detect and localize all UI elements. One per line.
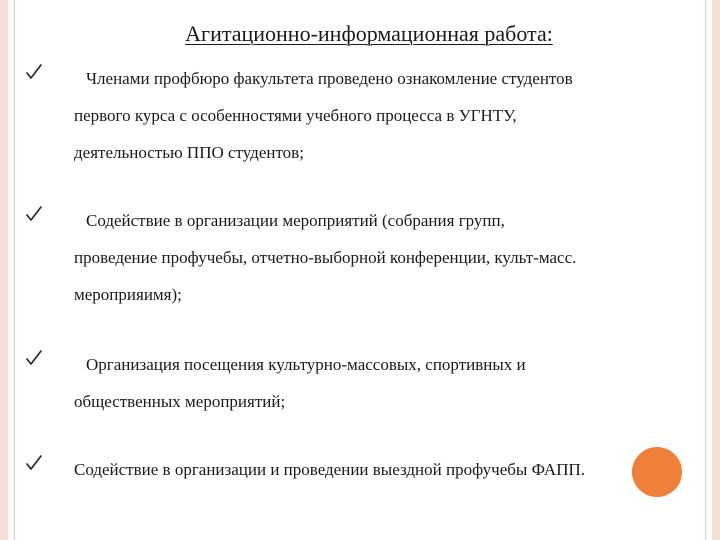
list-item <box>26 346 696 420</box>
list-item-line: общественных мероприятий; <box>74 392 286 411</box>
checkmark-icon <box>26 454 42 472</box>
list-item <box>26 202 696 313</box>
checkmark-icon <box>26 205 42 223</box>
slide-title <box>0 20 720 48</box>
slide-title-text: Агитационно-информационная работа: <box>185 21 553 46</box>
list-item-line: Организация посещения культурно-массовых, спортивных и <box>86 355 526 374</box>
checkmark-icon <box>26 63 42 81</box>
list-item-line: Содействие в организации и проведении выездной профучебы ФАПП. <box>74 460 586 479</box>
right-border-rule <box>705 0 706 540</box>
list-item-line: деятельностью ППО студентов; <box>74 143 304 162</box>
right-border-decoration <box>712 0 720 540</box>
left-border-rule <box>14 0 15 540</box>
list-item-line: проведение профучебы, отчетно-выборной конференции, культ-масс. <box>74 248 577 267</box>
list-item-line: мероприяимя); <box>74 285 182 304</box>
list-item-line: Содействие в организации мероприятий (собрания групп, <box>86 211 505 230</box>
list-item <box>26 60 696 171</box>
list-item-line: первого курса с особенностями учебного процесса в УГНТУ, <box>74 106 517 125</box>
checkmark-icon <box>26 349 42 367</box>
left-border-decoration <box>0 0 8 540</box>
list-item <box>26 451 696 488</box>
list-item-line: Членами профбюро факультета проведено ознакомление студентов <box>86 69 573 88</box>
